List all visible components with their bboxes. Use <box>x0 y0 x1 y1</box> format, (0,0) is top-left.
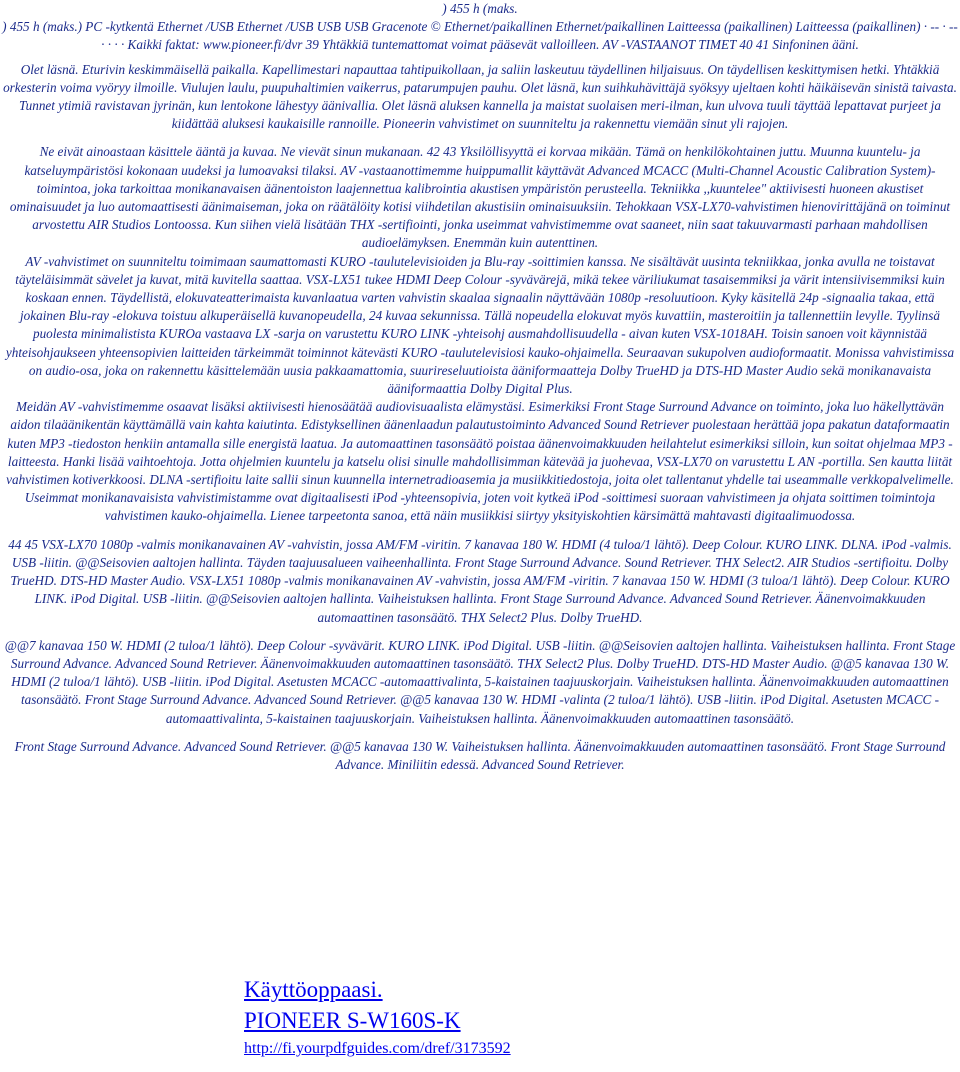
spec-list-footer: Front Stage Surround Advance. Advanced Sound Retriever. @@5 kanavaa 130 W. Vaiheistuksen hallinta. Äänenvoimakkuuden automaattinen tasonsäätö. Front Stage Surround Advance. Miniliitin edessä. Advanced Sound Retriever. <box>14 738 946 772</box>
footer-links <box>244 975 511 1061</box>
intro-paragraph: ) 455 h (maks.) PC -kytkentä Ethernet /USB Ethernet /USB USB USB Gracenote © Ethernet/paikallinen Ethernet/paikallinen Laitteessa (paikallinen) Laitteessa (paikallinen) · -- · -- · · · · Kaikki faktat: www.pioneer.fi/dvr 39 Yhtäkkiä tuntemattomat voimat pääsevät valloilleen. AV -VASTAANOT TIMET 40 41 Sinfoninen ääni. <box>2 19 958 53</box>
paragraph-kuro: AV -vahvistimet on suunniteltu toimimaan saumattomasti KURO -taulutelevisioiden ja Blu-ray -soittimien kanssa. Ne sisältävät uusinta tekniikkaa, jonka avulla ne toistavat täyteläisimmät sävelet ja kuvat, mitä kuvitella saattaa. VSX-LX51 tukee HDMI Deep Colour -syvävärejä, mikä tekee väriliukumat tasaisemmiksi ja värit intensiivisemmiksi kuin koskaan ennen. Täydellistä, elokuvateatterimaista kuvanlaatua varten vahvistin skaalaa signaalin näyttävään 1080p -resoluutioon. Kyky käsitellä 24p -signaalia takaa, että jokainen Blu-ray -elokuva toistuu alkuperäisellä kuvanopeudella, 24 kuvaa sekunnissa. Tällä nopeudella elokuvat myös kuvattiin, masteroitiin ja tallennettiin levylle. Tyylinsä puolesta minimalistista KUROa vastaava LX -sarja on varustettu KURO LINK -yhteisohj ausmahdollisuudella - aivan kuten VSX-1018AH. Toisin sanoen voit käynnistää yhteisohjaukseen yhteensopivien laitteiden tärkeimmät toiminnot kätevästi KURO -taulutelevisiosi kauko-ohjaimella. Seuraavan sukupolven audioformaatit. Monissa vahvistimissa on audio-osa, joka on rakennettu käsittelemään uusia pakkaamattomia, suurireseluutioista ääniformaatteja Dolby TrueHD ja DTS-HD Master Audio sekä monikanavaista ääniformaattia Dolby Digital Plus. <box>5 253 955 397</box>
paragraph-fine-tuning: Meidän AV -vahvistimemme osaavat lisäksi aktiivisesti hienosäätää audiovisuaalista elämystäsi. Esimerkiksi Front Stage Surround Advance on toiminto, joka luo häkellyttävän aidon tilaäänikentän käyttämällä vain kahta kaiutinta. Edistyksellinen äänenlaadun palautustoiminto Advanced Sound Retriever puolestaan herättää jopa pakatun dataformaatin kuten MP3 -tiedoston henkiin antamalla sille energistä laatua. Ja automaattinen tasonsäätö poistaa äänenvoimakkuuden heilahtelut esimerkiksi silloin, kun soitat ohjelmaa MP3 -laitteesta. Hanki lisää vaihtoehtoja. Jotta ohjelmien kuuntelu ja katselu olisi sinulle mahdollisimman kätevää ja juohevaa, VSX-LX70 on varustettu L AN -portilla. Sen kautta liität vahvistimen kotiverkkoosi. DLNA -sertifioitu laite sallii sinun kuunnella internetradioasemia ja musiikkitiedostoja, joita olet tallentanut yhdelle tai useammalle verkkopalvelimelle. Useimmat monikanavaisista vahvistimistamme ovat digitaalisesti iPod -yhteensopivia, joten voit kytkeä iPod -soittimesi suoraan vahvistimeen ja ohjata soittimen toimintoja vahvistimen kauko-ohjaimella. Lienee tarpeetonta sanoa, että näin musiikkisi siirtyy yksityiskohtien kärsimättä mahtavasti digitaalimuodossa. <box>6 399 954 524</box>
guide-url-link[interactable]: http://fi.yourpdfguides.com/dref/3173592 <box>244 1040 511 1057</box>
paragraph-individuality: Ne eivät ainoastaan käsittele ääntä ja kuvaa. Ne vievät sinun mukanaan. 42 43 Yksilöllisyyttä ei korvaa mikään. Tämä on henkilökohtainen juttu. Muunna kuuntelu- ja katseluympäristösi kokonaan uudeksi ja lumoavaksi tilaksi. AV -vastaanottimemme huippumallit käyttävät Advanced MCACC (Multi-Channel Acoustic Calibration System)- toimintoa, joka tarkoittaa monikanavaisen äänentoiston laajennettua kalibrointia akustisen ympäristön perusteella. Tekniikka ,,kuuntelee" aktiivisesti huoneen akustiset ominaisuudet ja luo automaattisesti äänimaiseman, joka on räätälöity kotisi viihdetilan akustisiin ominaisuuksiin. Tehokkaan VSX-LX70-vahvistimen hienovirittäjänä on toiminut arvostettu AIR Studios Lontoossa. Kun siihen vielä lisätään THX -sertifiointi, jonka useimmat vahvistimemme ovat saaneet, niin saat takuuvarmasti parhaan mahdollisen audioelämyksen. Enemmän kuin autenttinen. <box>9 144 951 251</box>
spec-list-models: @@7 kanavaa 150 W. HDMI (2 tuloa/1 lähtö). Deep Colour -syvävärit. KURO LINK. iPod Digital. USB -liitin. @@Seisovien aaltojen hallinta. Vaiheistuksen hallinta. Front Stage Surround Advance. Advanced Sound Retriever. Äänenvoimakkuuden automaattinen tasonsäätö. THX Select2 Plus. Dolby TrueHD. DTS-HD Master Audio. @@5 kanavaa 130 W. HDMI (2 tuloa/1 lähtö). USB -liitin. iPod Digital. Asetusten MCACC -automaattivalinta, 5-kaistainen taajuuskorjain. Vaiheistuksen hallinta. Äänenvoimakkuuden automaattinen tasonsäätö. Front Stage Surround Advance. Advanced Sound Retriever. @@5 kanavaa 130 W. HDMI -valinta (2 tuloa/1 lähtö). USB -liitin. iPod Digital. Asetusten MCACC -automaattivalinta, 5-kaistainen taajuuskorjain. Vaiheistuksen hallinta. Äänenvoimakkuuden automaattinen tasonsäätö. <box>4 637 956 726</box>
product-link[interactable]: PIONEER S-W160S-K <box>244 1008 461 1033</box>
paragraph-presence: Olet läsnä. Eturivin keskimmäisellä paikalla. Kapellimestari napauttaa tahtipuikollaan, ja saliin laskeutuu täydellinen hiljaisuus. On täydellisen keskittymisen hetki. Yhtäkkiä orkesterin voima vyöryy ilmoille. Viulujen laulu, puupuhaltimien vaikerrus, patarumpujen pauhu. Olet läsnä, kun suihkuhävittäjä syöksyy ujeltaen kohti häikäisevän sinistä taivasta. Tunnet ytimiä ravistavan jyrinän, kun lentokone lähestyy äänivallia. Olet läsnä aluksen kannella ja maistat suolaisen meri-ilman, kun ulvova tuuli täyttää lepattavat purjeet ja kiidättää aluksesi kaukaisille rannoille. Pioneerin vahvistimet on suunniteltu ja rakennettu viemään sinut yli rajojen. <box>3 61 957 132</box>
manual-link[interactable]: Käyttöoppaasi. <box>244 977 383 1002</box>
spec-list-lx70-lx51: 44 45 VSX-LX70 1080p -valmis monikanavainen AV -vahvistin, jossa AM/FM -viritin. 7 kanavaa 180 W. HDMI (4 tuloa/1 lähtö). Deep Colour. KURO LINK. DLNA. iPod -valmis. USB -liitin. @@Seisovien aaltojen hallinta. Täyden taajuusalueen vaiheenhallinta. Front Stage Surround Advance. Sound Retriever. THX Select2. AIR Studios -sertifioitu. Dolby TrueHD. DTS-HD Master Audio. VSX-LX51 1080p -valmis monikanavainen AV -vahvistin, jossa AM/FM -viritin. 7 kanavaa 150 W. HDMI (3 tuloa/1 lähtö). Deep Colour. KURO LINK. iPod Digital. USB -liitin. @@Seisovien aaltojen hallinta. Vaiheistuksen hallinta. Front Stage Surround Advance. Advanced Sound Retriever. Äänenvoimakkuuden automaattinen tasonsäätö. THX Select2 Plus. Dolby TrueHD. <box>8 536 952 625</box>
top-line: ) 455 h (maks. <box>442 1 518 16</box>
